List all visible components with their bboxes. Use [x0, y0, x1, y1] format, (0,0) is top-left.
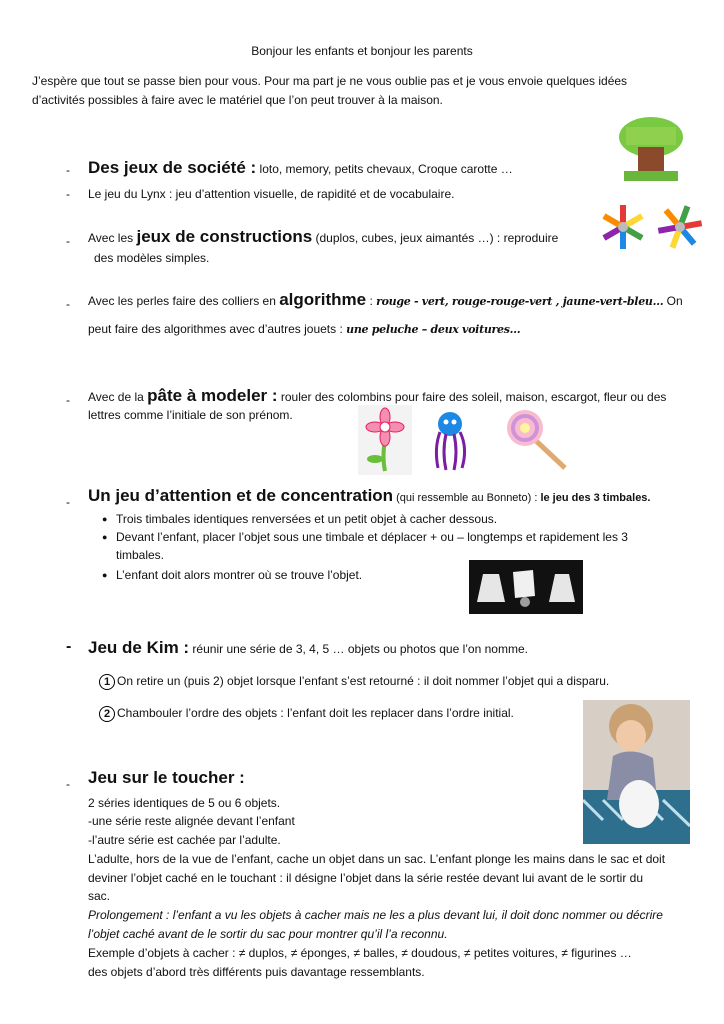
- toucher-line: deviner l’objet caché en le touchant : il désigne l’objet dans la série restée devant lui avant de le sortir du: [88, 871, 644, 885]
- prolongement-line: Prolongement : l’enfant a vu les objets à cacher mais ne les a plus devant lui, il doit donc nommer ou décrire: [88, 908, 663, 922]
- toucher-line: 2 séries identiques de 5 ou 6 objets.: [88, 796, 281, 810]
- toucher-line: L’adulte, hors de la vue de l’enfant, cache un objet dans un sac. L’enfant plonge les mains dans le sac et doit: [88, 852, 666, 866]
- bullet-continuation: timbales.: [116, 548, 165, 562]
- clay-octopus-image: [428, 408, 472, 474]
- bullet-item: ● Trois timbales identiques renversées et un petit objet à cacher dessous.: [104, 510, 497, 528]
- text: peut faire des algorithmes avec d’autres jouets :: [88, 322, 347, 336]
- prolongement-line: l’objet caché avant de le sortir du sac pour montrer qu’il l’a reconnu.: [88, 927, 448, 941]
- dash: -: [66, 495, 70, 509]
- dash: -: [66, 234, 70, 248]
- construction-star-image-1: [597, 201, 649, 253]
- kim-item-2: [99, 706, 514, 722]
- handwritten-example-2: une peluche – deux voitures…: [346, 323, 521, 336]
- heading-algorithme: algorithme: [279, 290, 367, 309]
- text: réunir une série de 3, 4, 5 … objets ou photos que l’on nomme.: [189, 642, 528, 656]
- construction-star-image-2: [654, 201, 706, 253]
- text: :: [366, 294, 377, 308]
- text: On: [663, 294, 683, 308]
- child-photo: [583, 700, 690, 844]
- bullet-item: ● Devant l’enfant, placer l’objet sous une timbale et déplacer + ou – longtemps et rapidement les 3: [104, 528, 628, 546]
- dash: -: [66, 777, 70, 791]
- text: Chambouler l’ordre des objets : l’enfant doit les replacer dans l’ordre initial.: [117, 706, 514, 720]
- text-jeux-societe: loto, memory, petits chevaux, Croque carotte …: [256, 162, 513, 176]
- text: (qui ressemble au Bonneto) :: [393, 492, 541, 504]
- intro-line-2: d’activités possibles à faire avec le matériel que l’on peut trouver à la maison.: [32, 93, 443, 107]
- timbales-image: [469, 560, 583, 614]
- section-constructions: [88, 227, 558, 247]
- heading-attention: Un jeu d’attention et de concentration: [88, 486, 394, 505]
- dash: -: [66, 638, 72, 655]
- clay-flower-image: [358, 405, 412, 475]
- text: (duplos, cubes, jeux aimantés …) : reproduire: [312, 231, 559, 245]
- heading-pate-modeler: pâte à modeler :: [147, 386, 278, 405]
- number-circle: 2: [99, 706, 115, 722]
- page-title: Bonjour les enfants et bonjour les parents: [251, 44, 473, 58]
- section-kim: [88, 638, 528, 658]
- text: rouler des colombins pour faire des soleil, maison, escargot, fleur ou des: [277, 390, 667, 404]
- duplo-tree-image: [610, 107, 692, 187]
- text: Avec les: [88, 231, 137, 245]
- text: Avec les perles faire des colliers en: [88, 294, 280, 308]
- dash: -: [66, 187, 70, 201]
- text: On retire un (puis 2) objet lorsque l’enfant s’est retourné : il doit nommer l’objet qui a disparu.: [117, 674, 610, 688]
- final-line: des objets d’abord très différents puis davantage ressemblants.: [88, 965, 425, 979]
- dash: -: [66, 297, 70, 311]
- text-pate-modeler-2: lettres comme l’initiale de son prénom.: [88, 408, 293, 422]
- heading-kim: Jeu de Kim :: [88, 638, 190, 657]
- examples-line: Exemple d’objets à cacher : ≠ duplos, ≠ éponges, ≠ balles, ≠ doudous, ≠ petites voitures, ≠ figurines …: [88, 946, 632, 960]
- toucher-line: -l’autre série est cachée par l’adulte.: [88, 833, 281, 847]
- section-timbales: [88, 486, 651, 506]
- bullet-item: ● L’enfant doit alors montrer où se trouve l’objet.: [104, 566, 362, 584]
- text: Avec de la: [88, 390, 148, 404]
- text-constructions-2: des modèles simples.: [94, 251, 210, 265]
- text-algorithme-2: [88, 322, 520, 336]
- number-circle: 1: [99, 674, 115, 690]
- timbales-game-name: le jeu des 3 timbales.: [540, 492, 651, 504]
- section-pate-modeler: [88, 386, 666, 406]
- toucher-line: sac.: [88, 889, 111, 903]
- heading-toucher: Jeu sur le toucher :: [88, 768, 245, 787]
- section-algorithme: [88, 290, 683, 310]
- toucher-line: -une série reste alignée devant l’enfant: [88, 814, 295, 828]
- intro-line-1: J’espère que tout se passe bien pour vous. Pour ma part je ne vous oublie pas et je vous envoie quelques idées: [32, 74, 628, 88]
- kim-item-1: [99, 674, 609, 690]
- text-lynx: Le jeu du Lynx : jeu d’attention visuelle, de rapidité et de vocabulaire.: [88, 187, 455, 201]
- heading-constructions: jeux de constructions: [136, 227, 313, 246]
- heading-jeux-societe: Des jeux de société :: [88, 158, 257, 177]
- handwritten-example-1: rouge - vert, rouge-rouge-vert , jaune-vert-bleu…: [376, 295, 664, 308]
- dash: -: [66, 393, 70, 407]
- dash: -: [66, 163, 70, 177]
- clay-lollipop-image: [503, 408, 569, 472]
- section-jeux-societe: [88, 158, 513, 178]
